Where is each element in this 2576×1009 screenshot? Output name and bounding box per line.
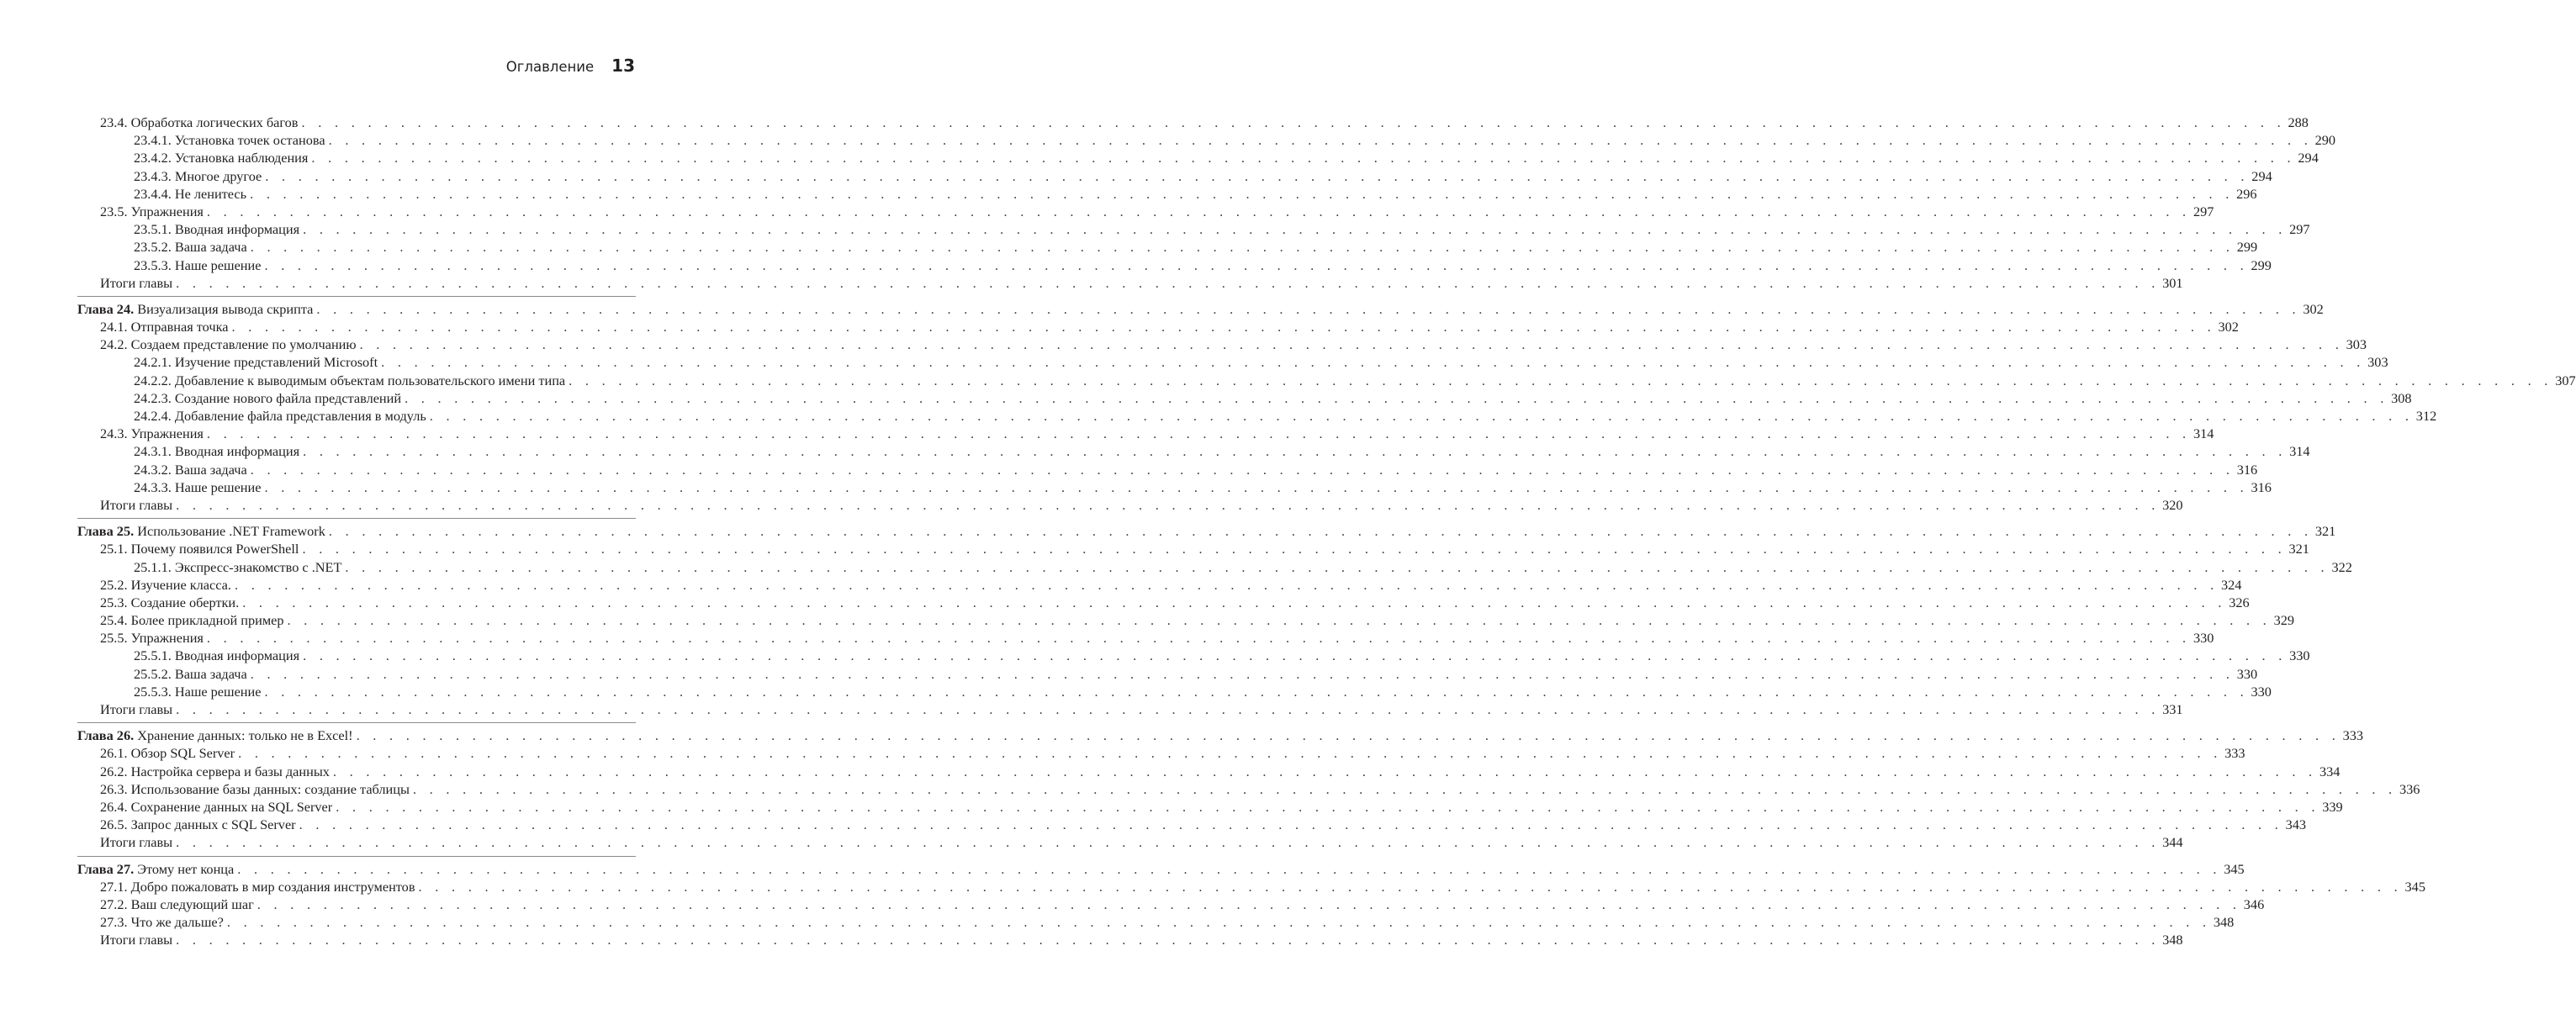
entry-text: 23.5. Упражнения <box>100 203 204 219</box>
entry-page-number: 326 <box>2229 594 2250 610</box>
subsection-entry[interactable] <box>77 167 2272 185</box>
section-entry[interactable] <box>77 496 2183 514</box>
dot-leader: . . . . . . . . . . . . . . . . . . . . . . . . . . . . . . . . . . . . . . . . . . . . . . . . . . . . . . . . . . . . . . . . . . . . . . . . . . . . . . . . . . . . . . . . . . . . . . . . . . . . . . . . . . . . . . . . . . . . . . . . <box>176 701 2161 717</box>
section-entry[interactable] <box>77 335 2367 353</box>
dot-leader: . . . . . . . . . . . . . . . . . . . . . . . . . . . . . . . . . . . . . . . . . . . . . . . . . . . . . . . . . . . . . . . . . . . . . . . . . . . . . . . . . . . . . . . . . . . . . . . . . . . . . . . . . . . . . . . . . . . . . . . . <box>250 239 2235 256</box>
entry-page-number: 348 <box>2213 914 2235 931</box>
entry-title <box>77 522 325 540</box>
entry-page-number: 333 <box>2224 745 2245 762</box>
entry-text: 25.1. Почему появился PowerShell <box>100 541 299 557</box>
dot-leader: . . . . . . . . . . . . . . . . . . . . . . . . . . . . . . . . . . . . . . . . . . . . . . . . . . . . . . . . . . . . . . . . . . . . . . . . . . . . . . . . . . . . . . . . . . . . . . . . . . . . . . . . . . . . . . . . . . . . . . . . <box>226 914 2211 931</box>
entry-text: Визуализация вывода скрипта <box>137 300 314 317</box>
dot-leader: . . . . . . . . . . . . . . . . . . . . . . . . . . . . . . . . . . . . . . . . . . . . . . . . . . . . . . . . . . . . . . . . . . . . . . . . . . . . . . . . . . . . . . . . . . . . . . . . . . . . . . . . . . . . . . . . . . . . . . . . <box>264 683 2249 700</box>
entry-text: 25.4. Более прикладной пример <box>100 612 284 629</box>
entry-title <box>134 665 247 683</box>
section-entry[interactable] <box>77 763 2341 780</box>
entry-page-number: 290 <box>2314 132 2336 149</box>
entry-title <box>100 203 204 220</box>
subsection-entry[interactable] <box>77 461 2258 478</box>
entry-title <box>100 744 235 762</box>
subsection-entry[interactable] <box>77 220 2310 238</box>
entry-page-number: 329 <box>2273 612 2294 629</box>
entry-text: 24.3.2. Ваша задача <box>134 461 247 478</box>
entry-title <box>77 300 313 318</box>
entry-title <box>100 594 239 611</box>
section-entry[interactable] <box>77 425 2214 442</box>
subsection-entry[interactable] <box>77 407 2437 425</box>
subsection-entry[interactable] <box>77 185 2257 203</box>
entry-title <box>100 816 296 833</box>
dot-leader: . . . . . . . . . . . . . . . . . . . . . . . . . . . . . . . . . . . . . . . . . . . . . . . . . . . . . . . . . . . . . . . . . . . . . . . . . . . . . . . . . . . . . . . . . . . . . . . . . . . . . . . . . . . . . . . . . . . . . . . . <box>287 612 2272 629</box>
entry-page-number: 312 <box>2415 408 2437 424</box>
dot-leader: . . . . . . . . . . . . . . . . . . . . . . . . . . . . . . . . . . . . . . . . . . . . . . . . . . . . . . . . . . . . . . . . . . . . . . . . . . . . . . . . . . . . . . . . . . . . . . . . . . . . . . . . . . . . . . . . . . . . . . . . <box>405 389 2389 406</box>
entry-title <box>134 478 261 496</box>
entry-text: 27.3. Что же дальше? <box>100 914 224 931</box>
entry-title <box>100 913 224 931</box>
subsection-entry[interactable] <box>77 389 2412 407</box>
dot-leader: . . . . . . . . . . . . . . . . . . . . . . . . . . . . . . . . . . . . . . . . . . . . . . . . . . . . . . . . . . . . . . . . . . . . . . . . . . . . . . . . . . . . . . . . . . . . . . . . . . . . . . . . . . . . . . . . . . . . . . . . <box>418 878 2403 895</box>
dot-leader: . . . . . . . . . . . . . . . . . . . . . . . . . . . . . . . . . . . . . . . . . . . . . . . . . . . . . . . . . . . . . . . . . . . . . . . . . . . . . . . . . . . . . . . . . . . . . . . . . . . . . . . . . . . . . . . . . . . . . . . . <box>242 594 2227 610</box>
dot-leader: . . . . . . . . . . . . . . . . . . . . . . . . . . . . . . . . . . . . . . . . . . . . . . . . . . . . . . . . . . . . . . . . . . . . . . . . . . . . . . . . . . . . . . . . . . . . . . . . . . . . . . . . . . . . . . . . . . . . . . . . <box>332 763 2317 779</box>
entry-text: 27.2. Ваш следующий шаг <box>100 895 254 912</box>
section-entry[interactable] <box>77 931 2183 948</box>
entry-text: Итоги главы <box>100 274 173 291</box>
entry-title <box>77 726 353 744</box>
dot-leader: . . . . . . . . . . . . . . . . . . . . . . . . . . . . . . . . . . . . . . . . . . . . . . . . . . . . . . . . . . . . . . . . . . . . . . . . . . . . . . . . . . . . . . . . . . . . . . . . . . . . . . . . . . . . . . . . . . . . . . . . <box>412 780 2397 797</box>
entry-text: 23.4. Обработка логических багов <box>100 114 299 130</box>
entry-page-number: 314 <box>2193 425 2214 442</box>
entry-text: Этому нет конца <box>137 860 235 877</box>
section-entry[interactable] <box>77 540 2309 557</box>
subsection-entry[interactable] <box>77 683 2272 700</box>
table-of-contents <box>77 114 2576 948</box>
entry-page-number: 302 <box>2303 300 2324 317</box>
entry-text: 26.5. Запрос данных с SQL Server <box>100 816 296 833</box>
entry-page-number: 336 <box>2399 780 2420 797</box>
entry-text: 24.2. Создаем представление по умолчанию <box>100 336 357 353</box>
dot-leader: . . . . . . . . . . . . . . . . . . . . . . . . . . . . . . . . . . . . . . . . . . . . . . . . . . . . . . . . . . . . . . . . . . . . . . . . . . . . . . . . . . . . . . . . . . . . . . . . . . . . . . . . . . . . . . . . . . . . . . . . <box>176 496 2161 513</box>
entry-title <box>100 798 332 816</box>
dot-leader: . . . . . . . . . . . . . . . . . . . . . . . . . . . . . . . . . . . . . . . . . . . . . . . . . . . . . . . . . . . . . . . . . . . . . . . . . . . . . . . . . . . . . . . . . . . . . . . . . . . . . . . . . . . . . . . . . . . . . . . . <box>381 354 2366 371</box>
entry-page-number: 303 <box>2346 336 2367 353</box>
entry-title <box>100 576 231 594</box>
entry-title <box>134 407 426 425</box>
entry-text: 24.3.1. Вводная информация <box>134 443 300 460</box>
entry-text: 25.5. Упражнения <box>100 630 204 647</box>
chapter-label: Глава 27. <box>77 860 135 877</box>
entry-page-number: 330 <box>2193 630 2214 647</box>
entry-title <box>134 442 299 460</box>
section-entry[interactable] <box>77 913 2235 931</box>
subsection-entry[interactable] <box>77 149 2319 166</box>
chapter-entry[interactable] <box>77 300 2324 318</box>
subsection-entry[interactable] <box>77 372 2576 389</box>
entry-text: 26.1. Обзор SQL Server <box>100 745 235 762</box>
entry-text: 26.4. Сохранение данных на SQL Server <box>100 798 333 815</box>
entry-page-number: 321 <box>2288 541 2309 557</box>
entry-page-number: 320 <box>2162 496 2183 513</box>
entry-text: 23.5.1. Вводная информация <box>134 221 300 238</box>
dot-leader: . . . . . . . . . . . . . . . . . . . . . . . . . . . . . . . . . . . . . . . . . . . . . . . . . . . . . . . . . . . . . . . . . . . . . . . . . . . . . . . . . . . . . . . . . . . . . . . . . . . . . . . . . . . . . . . . . . . . . . . . <box>237 860 2222 877</box>
entry-page-number: 316 <box>2236 461 2258 478</box>
entry-title <box>134 353 378 371</box>
entry-page-number: 322 <box>2331 558 2352 575</box>
entry-title <box>134 185 246 203</box>
dot-leader: . . . . . . . . . . . . . . . . . . . . . . . . . . . . . . . . . . . . . . . . . . . . . . . . . . . . . . . . . . . . . . . . . . . . . . . . . . . . . . . . . . . . . . . . . . . . . . . . . . . . . . . . . . . . . . . . . . . . . . . . <box>359 336 2344 353</box>
dot-leader: . . . . . . . . . . . . . . . . . . . . . . . . . . . . . . . . . . . . . . . . . . . . . . . . . . . . . . . . . . . . . . . . . . . . . . . . . . . . . . . . . . . . . . . . . . . . . . . . . . . . . . . . . . . . . . . . . . . . . . . . <box>250 185 2235 202</box>
entry-title <box>134 238 247 256</box>
entry-text: Итоги главы <box>100 834 173 851</box>
entry-page-number: 333 <box>2342 727 2363 744</box>
entry-text: 25.3. Создание обертки. <box>100 594 240 610</box>
toc-chapter-section <box>77 300 2576 514</box>
dot-leader: . . . . . . . . . . . . . . . . . . . . . . . . . . . . . . . . . . . . . . . . . . . . . . . . . . . . . . . . . . . . . . . . . . . . . . . . . . . . . . . . . . . . . . . . . . . . . . . . . . . . . . . . . . . . . . . . . . . . . . . . <box>206 203 2191 219</box>
entry-text: 25.2. Изучение класса. <box>100 576 231 593</box>
section-entry[interactable] <box>77 816 2307 833</box>
dot-leader: . . . . . . . . . . . . . . . . . . . . . . . . . . . . . . . . . . . . . . . . . . . . . . . . . . . . . . . . . . . . . . . . . . . . . . . . . . . . . . . . . . . . . . . . . . . . . . . . . . . . . . . . . . . . . . . . . . . . . . . . <box>264 256 2249 273</box>
subsection-entry[interactable] <box>77 442 2310 460</box>
entry-page-number: 330 <box>2251 683 2272 700</box>
chapter-label: Глава 24. <box>77 300 135 317</box>
entry-text: 24.2.4. Добавление файла представления в модуль <box>134 408 426 424</box>
section-entry[interactable] <box>77 798 2343 816</box>
section-entry[interactable] <box>77 895 2265 913</box>
entry-page-number: 344 <box>2162 834 2183 851</box>
entry-text: 25.5.3. Наше решение <box>134 683 262 700</box>
entry-text: Итоги главы <box>100 701 173 717</box>
subsection-entry[interactable] <box>77 558 2352 576</box>
entry-text: 25.1.1. Экспресс-знакомство с .NET <box>134 558 342 575</box>
chapter-label: Глава 25. <box>77 523 135 540</box>
section-entry[interactable] <box>77 878 2425 895</box>
entry-title <box>100 318 228 335</box>
entry-text: 23.4.3. Многое другое <box>134 167 262 184</box>
entry-title <box>77 860 234 878</box>
entry-page-number: 299 <box>2236 239 2258 256</box>
entry-text: Использование .NET Framework <box>137 523 325 540</box>
dot-leader: . . . . . . . . . . . . . . . . . . . . . . . . . . . . . . . . . . . . . . . . . . . . . . . . . . . . . . . . . . . . . . . . . . . . . . . . . . . . . . . . . . . . . . . . . . . . . . . . . . . . . . . . . . . . . . . . . . . . . . . . <box>206 425 2191 442</box>
entry-text: 24.2.2. Добавление к выводимым объектам пользовательского имени типа <box>134 372 566 388</box>
entry-page-number: 324 <box>2220 576 2242 593</box>
section-entry[interactable] <box>77 318 2239 335</box>
dot-leader: . . . . . . . . . . . . . . . . . . . . . . . . . . . . . . . . . . . . . . . . . . . . . . . . . . . . . . . . . . . . . . . . . . . . . . . . . . . . . . . . . . . . . . . . . . . . . . . . . . . . . . . . . . . . . . . . . . . . . . . . <box>250 461 2235 478</box>
section-divider <box>77 856 636 857</box>
entry-title <box>134 149 308 166</box>
section-entry[interactable] <box>77 611 2294 629</box>
entry-text: 23.4.4. Не ленитесь <box>134 185 247 202</box>
section-divider <box>77 518 636 519</box>
entry-title <box>100 611 284 629</box>
running-title: Оглавление <box>505 59 595 75</box>
dot-leader: . . . . . . . . . . . . . . . . . . . . . . . . . . . . . . . . . . . . . . . . . . . . . . . . . . . . . . . . . . . . . . . . . . . . . . . . . . . . . . . . . . . . . . . . . . . . . . . . . . . . . . . . . . . . . . . . . . . . . . . . <box>328 132 2313 149</box>
subsection-entry[interactable] <box>77 256 2272 274</box>
entry-page-number: 316 <box>2251 478 2272 495</box>
dot-leader: . . . . . . . . . . . . . . . . . . . . . . . . . . . . . . . . . . . . . . . . . . . . . . . . . . . . . . . . . . . . . . . . . . . . . . . . . . . . . . . . . . . . . . . . . . . . . . . . . . . . . . . . . . . . . . . . . . . . . . . . <box>250 665 2235 682</box>
entry-page-number: 302 <box>2218 319 2239 335</box>
entry-text: Итоги главы <box>100 496 173 513</box>
chapter-label: Глава 26. <box>77 727 135 744</box>
entry-page-number: 314 <box>2289 443 2310 460</box>
entry-title <box>134 167 262 185</box>
entry-text: 26.3. Использование базы данных: создание таблицы <box>100 780 410 797</box>
entry-page-number: 345 <box>2404 878 2425 895</box>
entry-page-number: 297 <box>2289 221 2310 238</box>
entry-title <box>100 833 172 851</box>
entry-text: 24.3.3. Наше решение <box>134 478 262 495</box>
chapter-entry[interactable] <box>77 522 2336 540</box>
dot-leader: . . . . . . . . . . . . . . . . . . . . . . . . . . . . . . . . . . . . . . . . . . . . . . . . . . . . . . . . . . . . . . . . . . . . . . . . . . . . . . . . . . . . . . . . . . . . . . . . . . . . . . . . . . . . . . . . . . . . . . . . <box>328 523 2313 540</box>
section-entry[interactable] <box>77 594 2250 611</box>
entry-page-number: 301 <box>2162 274 2183 291</box>
entry-title <box>134 131 325 149</box>
entry-title <box>100 425 204 442</box>
entry-page-number: 346 <box>2243 895 2265 912</box>
entry-title <box>100 763 330 780</box>
entry-page-number: 296 <box>2236 185 2257 202</box>
dot-leader: . . . . . . . . . . . . . . . . . . . . . . . . . . . . . . . . . . . . . . . . . . . . . . . . . . . . . . . . . . . . . . . . . . . . . . . . . . . . . . . . . . . . . . . . . . . . . . . . . . . . . . . . . . . . . . . . . . . . . . . . <box>299 816 2283 833</box>
entry-title <box>134 558 341 576</box>
entry-text: 26.2. Настройка сервера и базы данных <box>100 763 330 779</box>
dot-leader: . . . . . . . . . . . . . . . . . . . . . . . . . . . . . . . . . . . . . . . . . . . . . . . . . . . . . . . . . . . . . . . . . . . . . . . . . . . . . . . . . . . . . . . . . . . . . . . . . . . . . . . . . . . . . . . . . . . . . . . . <box>316 300 2301 317</box>
dot-leader: . . . . . . . . . . . . . . . . . . . . . . . . . . . . . . . . . . . . . . . . . . . . . . . . . . . . . . . . . . . . . . . . . . . . . . . . . . . . . . . . . . . . . . . . . . . . . . . . . . . . . . . . . . . . . . . . . . . . . . . . <box>176 834 2161 851</box>
entry-text: Хранение данных: только не в Excel! <box>137 727 353 744</box>
entry-page-number: 303 <box>2367 354 2388 371</box>
dot-leader: . . . . . . . . . . . . . . . . . . . . . . . . . . . . . . . . . . . . . . . . . . . . . . . . . . . . . . . . . . . . . . . . . . . . . . . . . . . . . . . . . . . . . . . . . . . . . . . . . . . . . . . . . . . . . . . . . . . . . . . . <box>303 221 2288 238</box>
entry-title <box>100 700 172 718</box>
entry-title <box>100 895 254 913</box>
entry-title <box>100 878 415 895</box>
entry-text: 24.1. Отправная точка <box>100 319 229 335</box>
entry-page-number: 307 <box>2555 372 2576 388</box>
entry-text: 24.2.3. Создание нового файла представлений <box>134 389 402 406</box>
entry-text: Итоги главы <box>100 932 173 948</box>
subsection-entry[interactable] <box>77 478 2272 496</box>
subsection-entry[interactable] <box>77 665 2258 683</box>
entry-page-number: 330 <box>2289 647 2310 664</box>
entry-text: 27.1. Добро пожаловать в мир создания инструментов <box>100 878 415 895</box>
subsection-entry[interactable] <box>77 647 2310 664</box>
section-entry[interactable] <box>77 700 2183 718</box>
entry-page-number: 294 <box>2251 167 2272 184</box>
entry-title <box>100 335 357 353</box>
section-divider <box>77 296 636 297</box>
subsection-entry[interactable] <box>77 238 2258 256</box>
entry-text: 23.4.2. Установка наблюдения <box>134 150 309 166</box>
entry-title <box>100 629 204 647</box>
dot-leader: . . . . . . . . . . . . . . . . . . . . . . . . . . . . . . . . . . . . . . . . . . . . . . . . . . . . . . . . . . . . . . . . . . . . . . . . . . . . . . . . . . . . . . . . . . . . . . . . . . . . . . . . . . . . . . . . . . . . . . . . <box>303 443 2288 460</box>
entry-page-number: 294 <box>2298 150 2319 166</box>
entry-page-number: 343 <box>2285 816 2307 833</box>
section-divider <box>77 722 636 723</box>
dot-leader: . . . . . . . . . . . . . . . . . . . . . . . . . . . . . . . . . . . . . . . . . . . . . . . . . . . . . . . . . . . . . . . . . . . . . . . . . . . . . . . . . . . . . . . . . . . . . . . . . . . . . . . . . . . . . . . . . . . . . . . . <box>303 647 2288 664</box>
entry-title <box>134 461 247 478</box>
entry-page-number: 297 <box>2193 203 2214 219</box>
dot-leader: . . . . . . . . . . . . . . . . . . . . . . . . . . . . . . . . . . . . . . . . . . . . . . . . . . . . . . . . . . . . . . . . . . . . . . . . . . . . . . . . . . . . . . . . . . . . . . . . . . . . . . . . . . . . . . . . . . . . . . . . <box>302 541 2287 557</box>
entry-title <box>134 256 261 274</box>
entry-page-number: 288 <box>2288 114 2309 130</box>
entry-text: 23.5.2. Ваша задача <box>134 239 247 256</box>
entry-page-number: 334 <box>2319 763 2341 779</box>
entry-page-number: 299 <box>2251 256 2272 273</box>
section-entry[interactable] <box>77 833 2183 851</box>
section-entry[interactable] <box>77 780 2420 798</box>
dot-leader: . . . . . . . . . . . . . . . . . . . . . . . . . . . . . . . . . . . . . . . . . . . . . . . . . . . . . . . . . . . . . . . . . . . . . . . . . . . . . . . . . . . . . . . . . . . . . . . . . . . . . . . . . . . . . . . . . . . . . . . . <box>176 932 2161 948</box>
entry-text: 25.5.1. Вводная информация <box>134 647 300 664</box>
entry-title <box>100 931 172 948</box>
entry-text: 25.5.2. Ваша задача <box>134 665 247 682</box>
entry-title <box>134 220 299 238</box>
entry-title <box>100 540 299 557</box>
dot-leader: . . . . . . . . . . . . . . . . . . . . . . . . . . . . . . . . . . . . . . . . . . . . . . . . . . . . . . . . . . . . . . . . . . . . . . . . . . . . . . . . . . . . . . . . . . . . . . . . . . . . . . . . . . . . . . . . . . . . . . . . <box>234 576 2219 593</box>
toc-chapter-section <box>77 522 2352 718</box>
section-entry[interactable] <box>77 114 2309 131</box>
section-entry[interactable] <box>77 744 2245 762</box>
dot-leader: . . . . . . . . . . . . . . . . . . . . . . . . . . . . . . . . . . . . . . . . . . . . . . . . . . . . . . . . . . . . . . . . . . . . . . . . . . . . . . . . . . . . . . . . . . . . . . . . . . . . . . . . . . . . . . . . . . . . . . . . <box>231 319 2216 335</box>
dot-leader: . . . . . . . . . . . . . . . . . . . . . . . . . . . . . . . . . . . . . . . . . . . . . . . . . . . . . . . . . . . . . . . . . . . . . . . . . . . . . . . . . . . . . . . . . . . . . . . . . . . . . . . . . . . . . . . . . . . . . . . . <box>264 478 2249 495</box>
entry-title <box>100 274 172 292</box>
dot-leader: . . . . . . . . . . . . . . . . . . . . . . . . . . . . . . . . . . . . . . . . . . . . . . . . . . . . . . . . . . . . . . . . . . . . . . . . . . . . . . . . . . . . . . . . . . . . . . . . . . . . . . . . . . . . . . . . . . . . . . . . <box>238 745 2223 762</box>
chapter-entry[interactable] <box>77 726 2363 744</box>
section-entry[interactable] <box>77 576 2242 594</box>
entry-title <box>134 389 401 407</box>
dot-leader: . . . . . . . . . . . . . . . . . . . . . . . . . . . . . . . . . . . . . . . . . . . . . . . . . . . . . . . . . . . . . . . . . . . . . . . . . . . . . . . . . . . . . . . . . . . . . . . . . . . . . . . . . . . . . . . . . . . . . . . . <box>301 114 2286 130</box>
dot-leader: . . . . . . . . . . . . . . . . . . . . . . . . . . . . . . . . . . . . . . . . . . . . . . . . . . . . . . . . . . . . . . . . . . . . . . . . . . . . . . . . . . . . . . . . . . . . . . . . . . . . . . . . . . . . . . . . . . . . . . . . <box>345 558 2330 575</box>
entry-page-number: 330 <box>2236 665 2258 682</box>
entry-page-number: 331 <box>2162 701 2183 717</box>
entry-page-number: 345 <box>2224 860 2245 877</box>
page-header <box>506 55 635 76</box>
entry-text: 24.2.1. Изучение представлений Microsoft <box>134 354 378 371</box>
entry-page-number: 339 <box>2322 798 2343 815</box>
entry-title <box>100 496 172 514</box>
entry-title <box>100 114 298 131</box>
chapter-entry[interactable] <box>77 860 2245 878</box>
dot-leader: . . . . . . . . . . . . . . . . . . . . . . . . . . . . . . . . . . . . . . . . . . . . . . . . . . . . . . . . . . . . . . . . . . . . . . . . . . . . . . . . . . . . . . . . . . . . . . . . . . . . . . . . . . . . . . . . . . . . . . . . <box>311 150 2296 166</box>
entry-title <box>100 780 410 798</box>
entry-title <box>134 372 565 389</box>
dot-leader: . . . . . . . . . . . . . . . . . . . . . . . . . . . . . . . . . . . . . . . . . . . . . . . . . . . . . . . . . . . . . . . . . . . . . . . . . . . . . . . . . . . . . . . . . . . . . . . . . . . . . . . . . . . . . . . . . . . . . . . . <box>257 895 2241 912</box>
entry-page-number: 308 <box>2391 389 2412 406</box>
dot-leader: . . . . . . . . . . . . . . . . . . . . . . . . . . . . . . . . . . . . . . . . . . . . . . . . . . . . . . . . . . . . . . . . . . . . . . . . . . . . . . . . . . . . . . . . . . . . . . . . . . . . . . . . . . . . . . . . . . . . . . . . <box>569 372 2553 388</box>
section-entry[interactable] <box>77 629 2214 647</box>
section-entry[interactable] <box>77 274 2183 292</box>
entry-text: 24.3. Упражнения <box>100 425 204 442</box>
dot-leader: . . . . . . . . . . . . . . . . . . . . . . . . . . . . . . . . . . . . . . . . . . . . . . . . . . . . . . . . . . . . . . . . . . . . . . . . . . . . . . . . . . . . . . . . . . . . . . . . . . . . . . . . . . . . . . . . . . . . . . . . <box>429 408 2414 424</box>
toc-chapter-section <box>77 860 2425 949</box>
entry-page-number: 348 <box>2162 932 2183 948</box>
toc-section-continued <box>77 114 2336 292</box>
dot-leader: . . . . . . . . . . . . . . . . . . . . . . . . . . . . . . . . . . . . . . . . . . . . . . . . . . . . . . . . . . . . . . . . . . . . . . . . . . . . . . . . . . . . . . . . . . . . . . . . . . . . . . . . . . . . . . . . . . . . . . . . <box>265 167 2250 184</box>
subsection-entry[interactable] <box>77 131 2336 149</box>
subsection-entry[interactable] <box>77 353 2388 371</box>
entry-text: 23.4.1. Установка точек останова <box>134 132 325 149</box>
dot-leader: . . . . . . . . . . . . . . . . . . . . . . . . . . . . . . . . . . . . . . . . . . . . . . . . . . . . . . . . . . . . . . . . . . . . . . . . . . . . . . . . . . . . . . . . . . . . . . . . . . . . . . . . . . . . . . . . . . . . . . . . <box>336 798 2320 815</box>
dot-leader: . . . . . . . . . . . . . . . . . . . . . . . . . . . . . . . . . . . . . . . . . . . . . . . . . . . . . . . . . . . . . . . . . . . . . . . . . . . . . . . . . . . . . . . . . . . . . . . . . . . . . . . . . . . . . . . . . . . . . . . . <box>176 274 2161 291</box>
entry-title <box>134 683 261 700</box>
entry-text: 23.5.3. Наше решение <box>134 256 262 273</box>
dot-leader: . . . . . . . . . . . . . . . . . . . . . . . . . . . . . . . . . . . . . . . . . . . . . . . . . . . . . . . . . . . . . . . . . . . . . . . . . . . . . . . . . . . . . . . . . . . . . . . . . . . . . . . . . . . . . . . . . . . . . . . . <box>206 630 2191 647</box>
entry-page-number: 321 <box>2314 523 2336 540</box>
toc-chapter-section <box>77 726 2420 851</box>
section-entry[interactable] <box>77 203 2214 220</box>
page-number: 13 <box>611 55 635 76</box>
dot-leader: . . . . . . . . . . . . . . . . . . . . . . . . . . . . . . . . . . . . . . . . . . . . . . . . . . . . . . . . . . . . . . . . . . . . . . . . . . . . . . . . . . . . . . . . . . . . . . . . . . . . . . . . . . . . . . . . . . . . . . . . <box>356 727 2341 744</box>
entry-title <box>134 647 299 664</box>
